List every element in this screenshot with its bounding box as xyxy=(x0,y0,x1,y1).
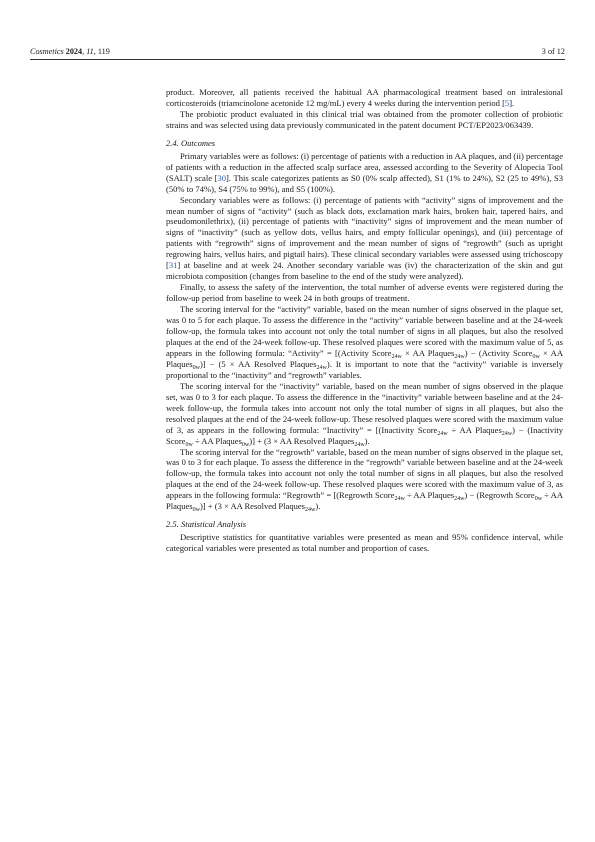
text: )] − (5 × AA Resolved Plaques xyxy=(199,358,317,369)
text: The scoring interval for the “inactivity” variable, based on the mean number of signs observed in the plaque set, was 0 to 3 for each plaque. To assess the difference in the “inactivity” variable between baseline and at the 24-week follow-up, the formula takes into account not only the total number of signs in all plaques, but also the resolved plaques at the end of the 24-week follow-up. These resolved plaques were scored with the maximum value of 3, as appears in the following formula: “Inactivity” = [(Inactivity Score xyxy=(166,380,563,435)
citation-link[interactable]: 31 xyxy=(168,260,178,271)
subscript: 0w xyxy=(185,441,193,448)
text: The scoring interval for the “regrowth” variable, based on the mean number of signs observed in the plaque set, was 0 to 3 for each plaque. To assess the difference in the “regrowth” variable between baseline and at the 24-week follow-up, the formula takes into account not only the total number of signs in all plaques, but also the resolved plaques at the end of the 24-week follow-up. These resolved plaques were scored with the maximum value of 3, as appears in the following formula: “Regrowth” = [(Regrowth Score xyxy=(166,446,563,501)
journal-name: Cosmetics xyxy=(30,47,64,56)
article-body xyxy=(166,87,563,554)
subscript: 0w xyxy=(192,507,200,514)
subscript: 0w xyxy=(241,441,250,448)
subscript: 0w xyxy=(532,353,540,360)
text: product. Moreover, all patients received the habitual AA pharmacological treatment based on intralesional corticosteroids (triamcinolone acetonide 12 mg/mL) every 4 weeks during the intervention period [ xyxy=(166,87,563,108)
text: Primary variables were as follows: (i) percentage of patients with a reduction in AA plaques, and (ii) percentage of patients with a reduction in the affected scalp surface area, assessed according to the Severity of Alopecia Tool (SALT) scale [ xyxy=(166,150,563,183)
text: )] + (3 × AA Resolved Plaques xyxy=(199,501,306,512)
paragraph-statistics: Descriptive statistics for quantitative variables were presented as mean and 95% confidence interval, while categorical variables were presented as total number and proportion of cases. xyxy=(166,532,563,554)
page-number: 3 of 12 xyxy=(541,47,565,56)
text: ). xyxy=(364,435,370,446)
text: ] at baseline and at week 24. Another secondary variable was (iv) the characterization of the skin and gut microbiota composition (changes from baseline to the end of the study were analyzed). xyxy=(166,260,563,282)
subscript: 0w xyxy=(534,496,543,503)
header-rule xyxy=(30,59,565,60)
subscript: 24w xyxy=(454,353,465,360)
subscript: 24w xyxy=(501,430,513,437)
paragraph-primary-variables xyxy=(166,151,563,195)
paragraph-secondary-variables xyxy=(166,195,563,283)
citation-link[interactable]: 5 xyxy=(504,97,510,108)
journal-volume: 11 xyxy=(86,47,94,56)
paragraph-inactivity-formula xyxy=(166,381,563,447)
paragraph-probiotic: The probiotic product evaluated in this clinical trial was obtained from the promoter collection of probiotic strains and was selected using data previously communicated in the patent document PCT/EP2023/063439. xyxy=(166,108,563,130)
text: ÷ AA Plaques xyxy=(447,424,502,435)
text: ) − (Regrowth Score xyxy=(464,490,535,501)
text: ÷ AA Plaques xyxy=(192,435,242,446)
paragraph-activity-formula xyxy=(166,304,563,381)
text: ]. This scale categorizes patients as S0 (0% scalp affected), S1 (1% to 24%), S2 (25 to 49%), S3 (50% to 74%), S4 (75% to 99%), and S5 (100%). xyxy=(166,172,564,194)
text: ) − (Activity Score xyxy=(464,347,533,358)
subscript: 24w xyxy=(316,364,327,371)
journal-year: 2024 xyxy=(65,47,83,56)
text: × AA Plaques xyxy=(401,347,455,358)
paragraph-treatment xyxy=(166,87,563,109)
text: ]. xyxy=(509,97,515,108)
subscript: 24w xyxy=(305,507,316,514)
subscript: 24w xyxy=(394,496,405,503)
subscript: 0w xyxy=(192,364,200,371)
subscript: 24w xyxy=(354,441,365,448)
paragraph-safety: Finally, to assess the safety of the intervention, the total number of adverse events were registered during the follow-up period from baseline to week 24 in both groups of treatment. xyxy=(166,282,563,304)
text: )] + (3 × AA Resolved Plaques xyxy=(249,435,355,446)
section-heading-outcomes: 2.4. Outcomes xyxy=(166,137,216,148)
subscript: 24w xyxy=(437,430,448,437)
subscript: 24w xyxy=(391,353,402,360)
section-heading-statistics: 2.5. Statistical Analysis xyxy=(166,519,247,530)
paragraph-regrowth-formula xyxy=(166,447,563,513)
text: ÷ AA Plaques xyxy=(166,490,563,512)
text: ). xyxy=(315,501,321,512)
subscript: 24w xyxy=(454,496,465,503)
text: The scoring interval for the “activity” variable, based on the mean number of signs observed in the plaque set, was 0 to 5 for each plaque. To assess the difference in the “activity” variable between baseline and at the 24-week follow-up, the formula takes into account not only the total number of signs in all plaques, but also the resolved plaques at the end of the 24-week follow-up. These resolved plaques were scored with the maximum value of 5, as appears in the following formula: “Activity” = [(Activity Score xyxy=(166,304,563,358)
text: ) − (Inactivity Score xyxy=(166,424,563,446)
text: ÷ AA Plaques xyxy=(404,490,455,501)
article-number: 119 xyxy=(97,47,110,56)
text: × AA Plaques xyxy=(166,347,563,369)
text: ). It is important to note that the “activity” variable is inversely proportional to the “inactivity” and “regrowth” variables. xyxy=(166,358,563,380)
text: Secondary variables were as follows: (i) percentage of patients with “activity” signs of improvement and the mean number of signs of “activity” (such as black dots, exclamation mark hairs, broken hair, tapered hairs, and pseudomonilethrix), (ii) percentage of patients with “inactivity” signs of improvement and the mean number of signs of “inactivity” (such as yellow dots, vellus hairs, and empty follicular openings), and (iii) percentage of patients with “regrowth” signs of improvement and the mean number of signs of “regrowth” (such as upright regrowing hairs, vellus hairs, and pigtail hairs). These clinical secondary variables were assessed using trichoscopy [ xyxy=(166,194,563,271)
citation-link[interactable]: 30 xyxy=(217,172,227,183)
journal-citation: Cosmetics 2024, 11, 119 xyxy=(30,47,110,56)
